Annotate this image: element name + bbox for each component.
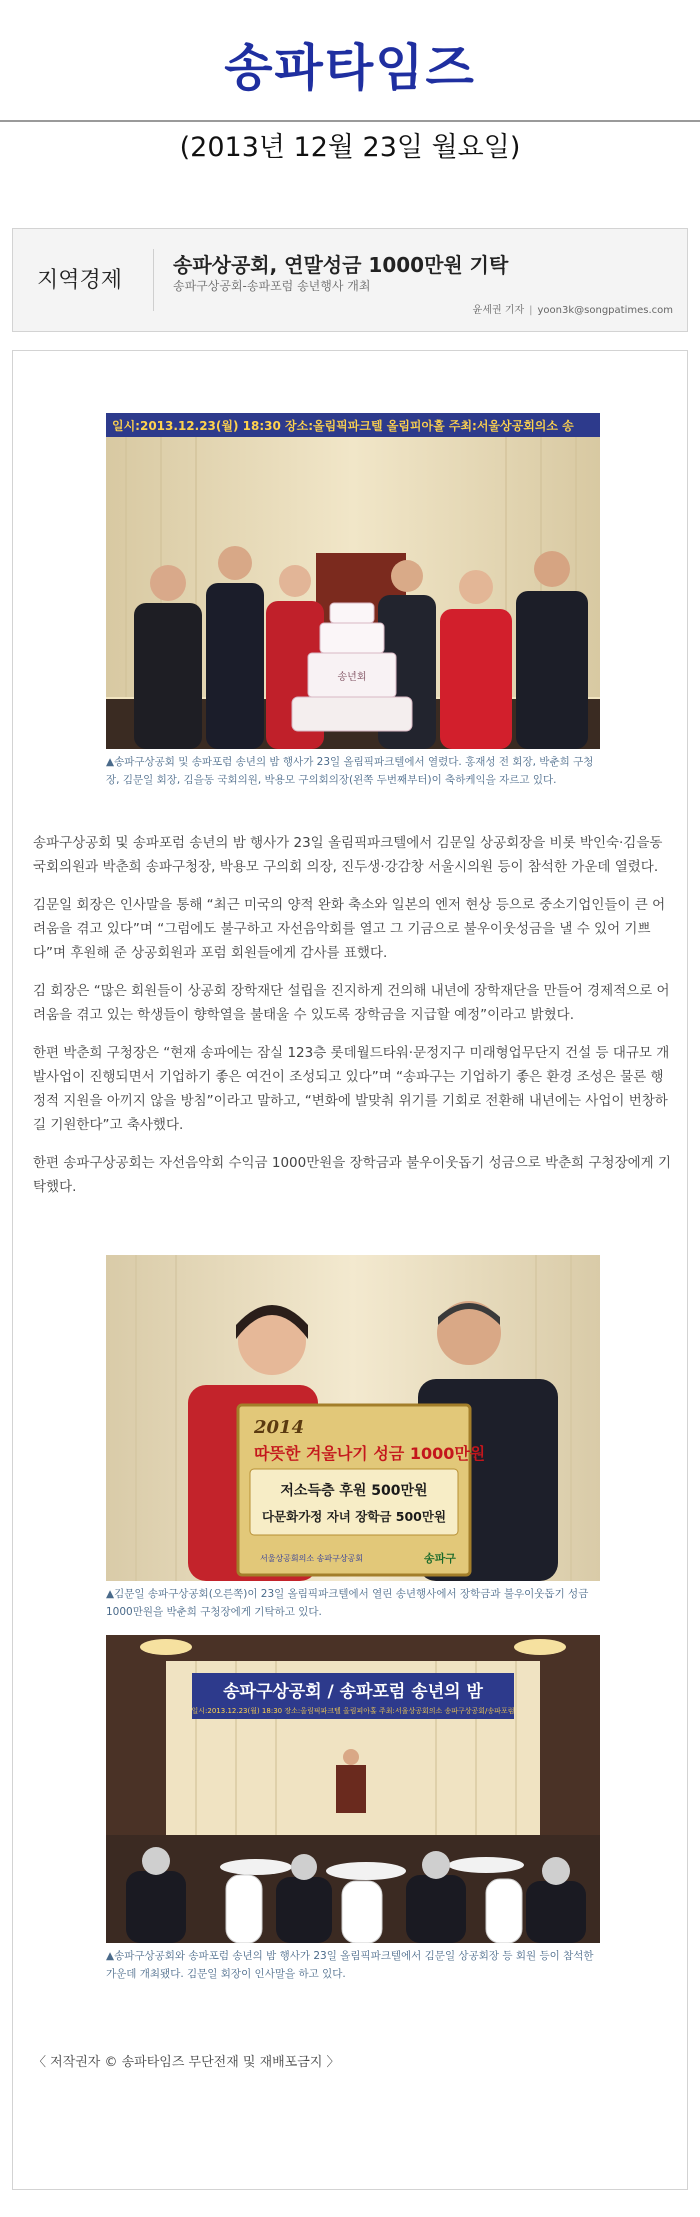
photo-caption-2: ▲김문일 송파구상공회(오른쪽)이 23일 올림픽파크텔에서 열린 송년행사에서 장학금과 불우이웃돕기 성금 1000만원을 박춘희 구청장에게 기탁하고 있다.: [106, 1588, 589, 1618]
copyright-notice: 〈 저작권자 © 송파타임즈 무단전재 및 재배포금지 〉: [33, 2055, 340, 2070]
section-label: 지역경제: [37, 268, 123, 293]
paragraph: 한편 송파구상공회는 자선음악회 수익금 1000만원을 장학금과 불우이웃돕기 성금으로 박춘희 구청장에게 기탁했다.: [33, 1155, 672, 1195]
photo-caption-1: ▲송파구상공회 및 송파포럼 송년의 밤 행사가 23일 올림픽파크텔에서 열렸다. 홍재성 전 회장, 박춘희 구청장, 김문일 회장, 김을동 국회의원, 박용모 구의회의장(왼쪽 두번째부터)이 축하케익을 자르고 있다.: [106, 756, 594, 786]
reporter-name: 윤세권 기자: [472, 305, 525, 316]
header-divider: [153, 249, 154, 311]
reporter-email[interactable]: yoon3k@songpatimes.com: [537, 305, 673, 316]
photo-cake-cutting: [106, 413, 600, 749]
photo-donation: [106, 1255, 600, 1581]
site-logo[interactable]: 송파타임즈: [224, 39, 476, 97]
board-org-1: 서울상공회의소 송파구상공회: [260, 1554, 364, 1563]
article-body: [12, 350, 688, 2190]
article-headline: 송파상공회, 연말성금 1000만원 기탁: [173, 253, 509, 277]
article-subhead: 송파구상공회-송파포럼 송년행사 개최: [173, 279, 371, 293]
paragraph: 김문일 회장은 인사말을 통해 “최근 미국의 양적 완화 축소와 일본의 엔저 현상 등으로 중소기업인들이 큰 어려움을 겪고 있다”며 “그럼에도 불구하고 자선음악회를 열고 그 기금으로 불우이웃성금을 낼 수 있어 기쁘다”며 후원해 준 상공회원과 포럼 회원들에게 감사를 표했다.: [33, 897, 666, 961]
board-title: 따뜻한 겨울나기 성금 1000만원: [254, 1444, 486, 1463]
photo-hall: [106, 1635, 600, 1943]
masthead-rule: [0, 120, 700, 122]
paragraph: 송파구상공회 및 송파포럼 송년의 밤 행사가 23일 올림픽파크텔에서 김문일 상공회장을 비롯 박인숙·김을동 국회의원과 박춘희 송파구청장, 박용모 구의회 의장, 진두생·강감창 서울시의원 등이 참석한 가운데 열렸다.: [33, 835, 663, 875]
hall-banner-sub: 일시:2013.12.23(월) 18:30 장소:올림픽파크텔 올림피아홀 주최:서울상공회의소 송파구상공회/송파포럼: [191, 1707, 515, 1715]
article-text: [33, 831, 673, 1213]
article-header: [12, 228, 688, 332]
cake-text: 송년회: [337, 672, 367, 683]
masthead: [0, 0, 700, 163]
board-line-2: 다문화가정 자녀 장학금 500만원: [261, 1509, 447, 1524]
paragraph: 김 회장은 “많은 회원들이 상공회 장학재단 설립을 진지하게 건의해 내년에 장학재단을 만들어 경제적으로 어려움을 겪고 있는 학생들이 향학열을 불태울 수 있도록 장학금을 지급할 예정”이라고 밝혔다.: [33, 983, 670, 1023]
board-org-2: 송파구: [424, 1552, 456, 1565]
issue-date: (2013년 12월 23일 월요일): [179, 132, 521, 163]
event-banner-text: 일시:2013.12.23(월) 18:30 장소:올림픽파크텔 올림피아홀 주최:서울상공회의소 송: [112, 419, 574, 433]
photo-caption-3: ▲송파구상공회와 송파포럼 송년의 밤 행사가 23일 올림픽파크텔에서 김문일 상공회장 등 회원 등이 참석한 가운데 개최됐다. 김문일 회장이 인사말을 하고 있다.: [106, 1950, 594, 1980]
hall-banner-title: 송파구상공회 / 송파포럼 송년의 밤: [223, 1682, 483, 1702]
board-line-1: 저소득층 후원 500만원: [280, 1483, 428, 1499]
byline: 윤세권 기자 | yoon3k@songpatimes.com: [472, 305, 673, 316]
paragraph: 한편 박춘희 구청장은 “현재 송파에는 잠실 123층 롯데월드타워·문정지구 미래형업무단지 건설 등 대규모 개발사업이 진행되면서 기업하기 좋은 여건이 조성되고 있다”며 “송파구는 기업하기 좋은 환경 조성은 물론 행정적 지원을 아끼지 않을 방침”이라고 말하고, “변화에 발맞춰 위기를 기회로 전환해 내년에는 사업이 번창하길 기원한다”고 축사했다.: [33, 1045, 670, 1133]
board-year: 2014: [254, 1417, 305, 1438]
